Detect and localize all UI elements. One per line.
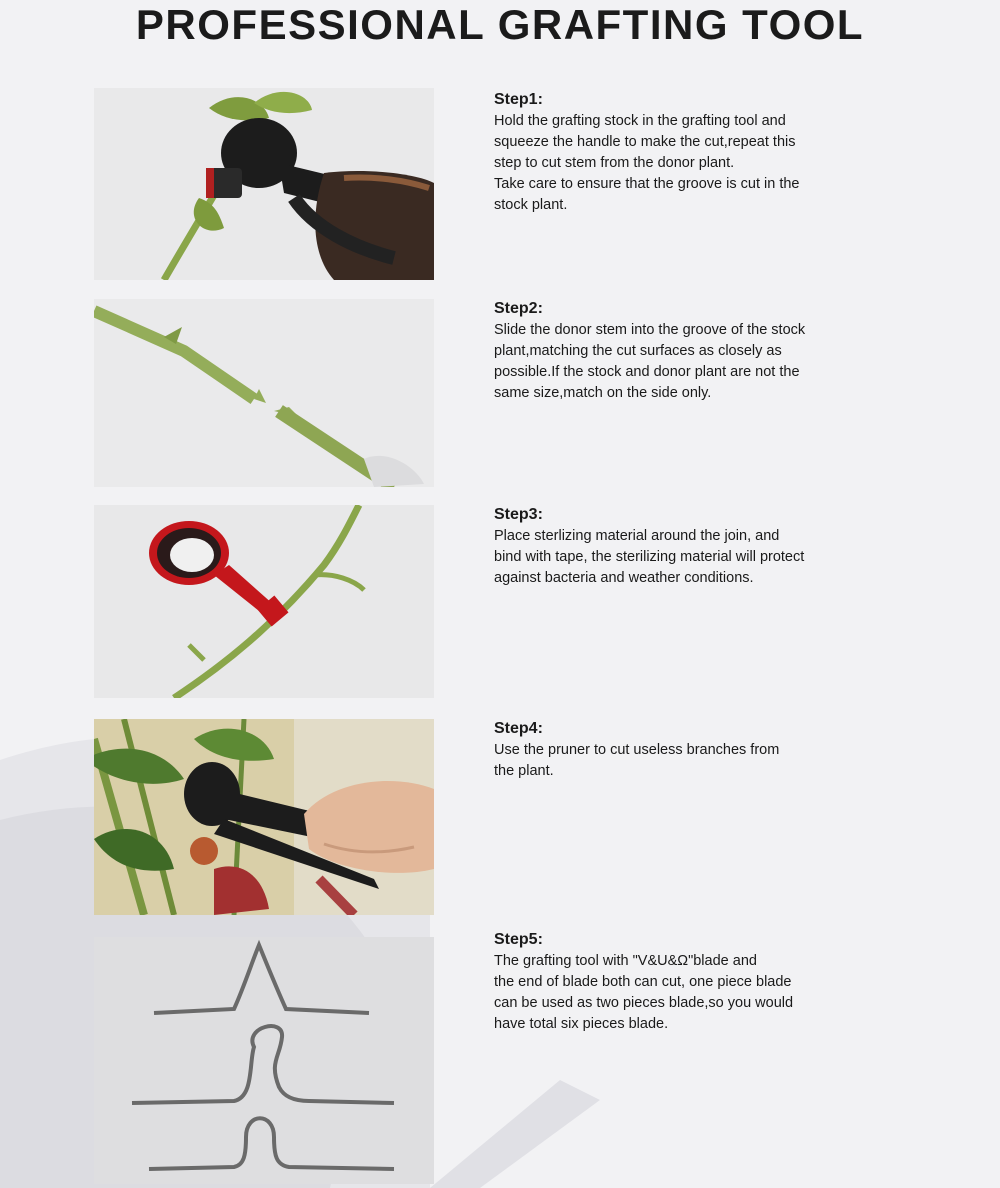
- step4-heading: Step4:: [494, 720, 543, 737]
- step2-text: Slide the donor stem into the groove of the stock plant,matching the cut surfaces as closely as possible.If the stock and donor plant are not the same size,match on the side only.: [494, 322, 806, 401]
- step4-photo: [94, 719, 434, 915]
- step5-text: The grafting tool with "V&U&Ω"blade and the end of blade both can cut, one piece blade can be used as two pieces blade,so you would have total six pieces blade.: [494, 953, 794, 1032]
- step3-text: Place sterlizing material around the join, and bind with tape, the sterilizing material will protect against bacteria and weather conditions.: [494, 528, 805, 586]
- step5-photo: [94, 937, 434, 1184]
- step2-heading: Step2:: [494, 300, 543, 317]
- step4-block: [494, 719, 894, 782]
- step5-block: [494, 930, 894, 1035]
- step1-text: Hold the grafting stock in the grafting tool and squeeze the handle to make the cut,repeat this step to cut stem from the donor plant. Take care to ensure that the groove is cut in the stock plant.: [494, 113, 800, 213]
- step1-photo: [94, 88, 434, 280]
- page-title: PROFESSIONAL GRAFTING TOOL: [135, 1, 865, 48]
- step1-heading: Step1:: [494, 91, 543, 108]
- step4-text: Use the pruner to cut useless branches from the plant.: [494, 742, 780, 779]
- step3-heading: Step3:: [494, 506, 543, 523]
- step2-photo: [94, 299, 434, 487]
- step5-heading: Step5:: [494, 931, 543, 948]
- step3-photo: [94, 505, 434, 698]
- step2-block: [494, 299, 894, 404]
- step1-block: [494, 90, 894, 216]
- step3-block: [494, 505, 894, 589]
